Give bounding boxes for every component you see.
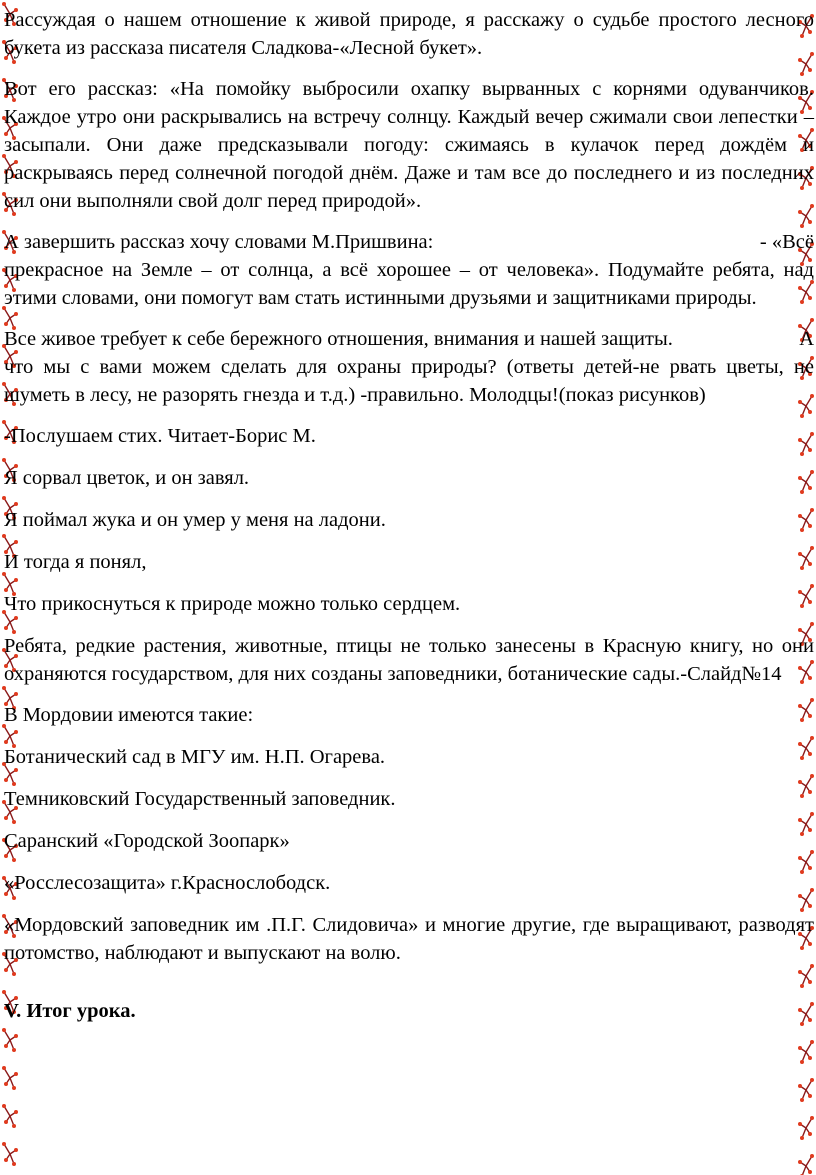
red-book-paragraph: Ребята, редкие растения, животные, птицы не только занесены в Красную книгу, но они охраняются государством, для них созданы заповедники, ботанические сады.-Слайд№14 [4, 635, 814, 685]
protection-paragraph [4, 325, 814, 409]
prishvin-dash: - «Всё [759, 231, 814, 253]
protection-line-2: что мы с вами можем сделать для охраны природы? (ответы детей-не рвать цветы, не шуметь в лесу, не разорять гнезда и т.д.) -правильно. Молодцы!(показ рисунков) [4, 356, 814, 406]
rowan-sprig-icon [798, 1040, 814, 1064]
rowan-sprig-icon [2, 1142, 18, 1166]
poem-line: Что прикоснуться к природе можно только сердцем. [4, 593, 461, 615]
prishvin-quote: прекрасное на Земле – от солнца, а всё хорошее – от человека». Подумайте ребята, над этими словами, они помогут вам стать истинными друзьями и защитниками природы. [4, 259, 814, 309]
rowan-sprig-icon [798, 1154, 814, 1175]
mordovia-intro: В Мордовии имеются такие: [4, 704, 254, 726]
intro-paragraph: Рассуждая о нашем отношение к живой природе, я расскажу о судьбе простого лесного букета из рассказа писателя Сладкова-«Лесной букет». [4, 9, 814, 59]
poem-line: Я сорвал цветок, и он завял. [4, 467, 250, 489]
document-body [4, 6, 814, 1038]
poem-line: Я поймал жука и он умер у меня на ладони. [4, 509, 386, 531]
rowan-sprig-icon [798, 1116, 814, 1140]
mordovia-item: Темниковский Государственный заповедник. [4, 788, 396, 810]
rowan-sprig-icon [2, 1066, 18, 1090]
protection-line-1: Все живое требует к себе бережного отношения, внимания и нашей защиты. [4, 328, 673, 350]
prishvin-paragraph [4, 228, 814, 312]
protection-a: А [799, 328, 814, 350]
mordovia-item: «Росслесозащита» г.Краснослободск. [4, 872, 331, 894]
story-paragraph: Вот его рассказ: «На помойку выбросили охапку вырванных с корнями одуванчиков. Каждое утро они раскрывались на встречу солнцу. Каждый вечер сжимали свои лепестки – засыпали. Они даже предсказывали погоду: сжимаясь в кулачок перед дождём и раскрываясь перед солнечной погодой днём. Даже и там все до последнего и из последних сил они выполняли свой долг перед природой». [4, 78, 814, 212]
mordovia-item: Ботанический сад в МГУ им. Н.П. Огарева. [4, 746, 386, 768]
section-heading: V. Итог урока. [4, 1000, 136, 1022]
rowan-sprig-icon [798, 1078, 814, 1102]
prishvin-intro: А завершить рассказ хочу словами М.Пришвина: [4, 231, 434, 253]
mordovia-item: «Мордовский заповедник им .П.Г. Слидовича» и многие другие, где выращивают, разводят потомство, наблюдают и выпускают на волю. [4, 914, 814, 964]
mordovia-item: Саранский «Городской Зоопарк» [4, 830, 290, 852]
poem-intro: -Послушаем стих. Читает-Борис М. [4, 425, 316, 447]
rowan-sprig-icon [2, 1104, 18, 1128]
poem-line: И тогда я понял, [4, 551, 147, 573]
